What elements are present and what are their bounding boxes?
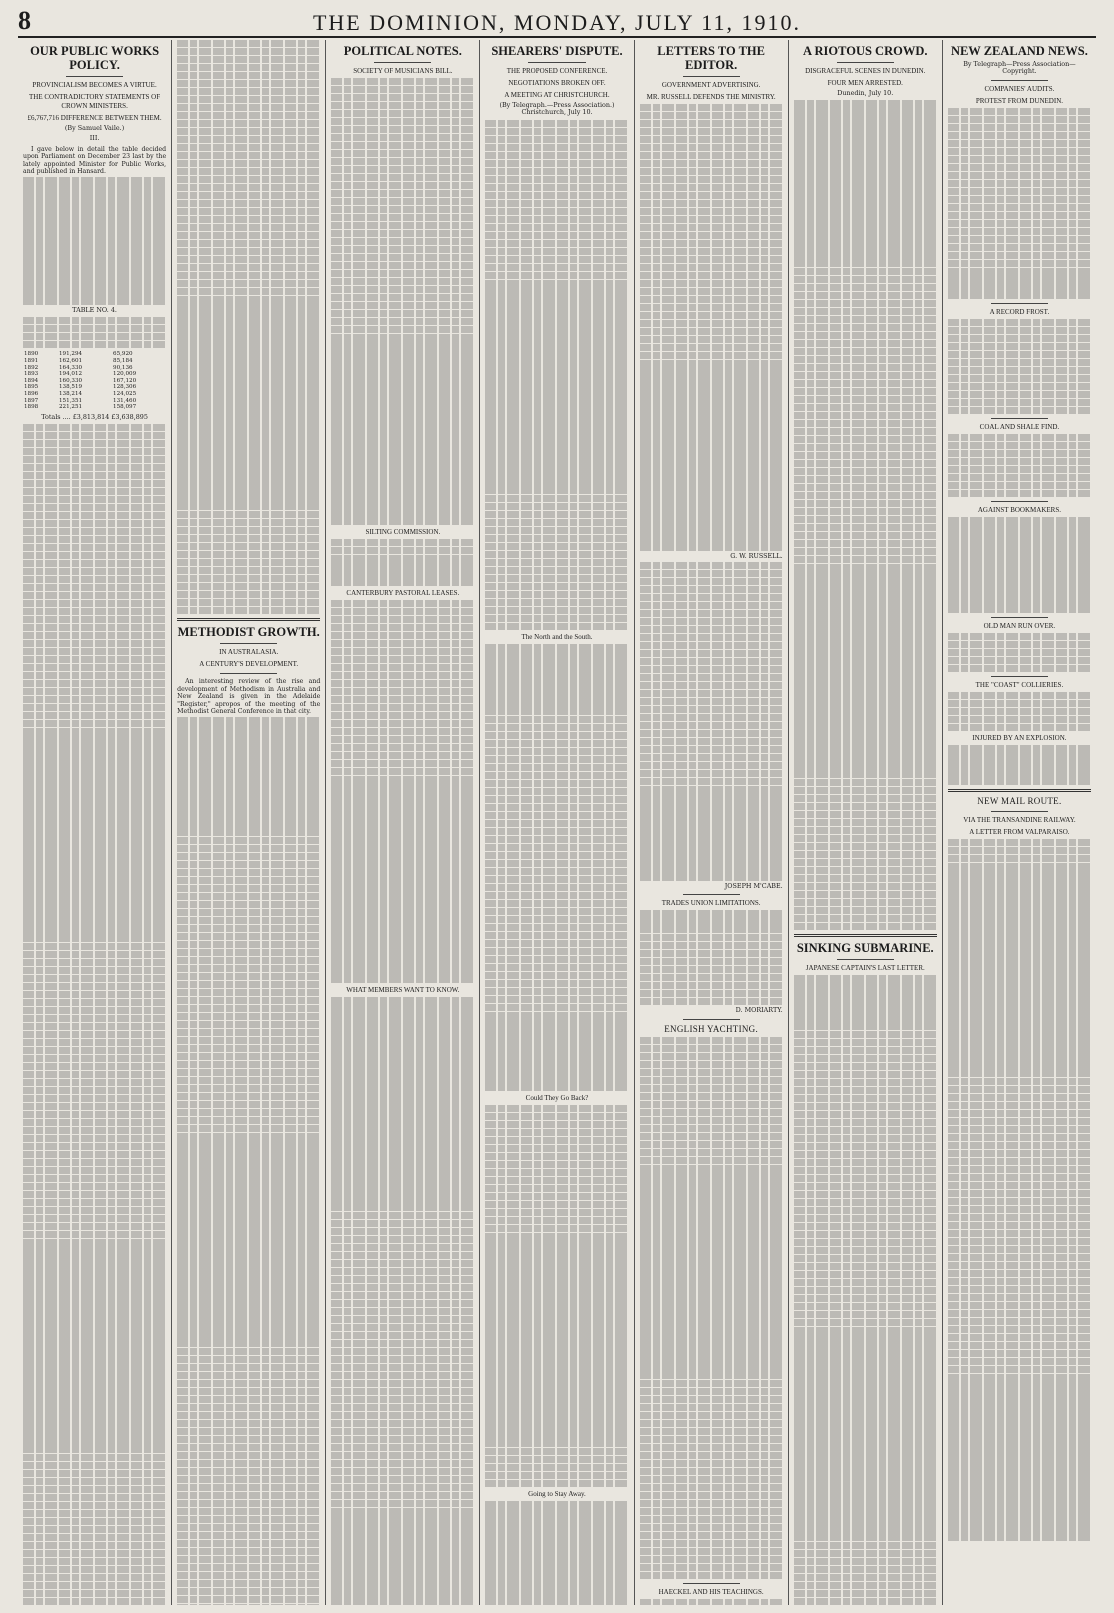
byline: (By Samuel Vaile.) (64, 124, 125, 132)
column-7 (943, 40, 1096, 1605)
headline-methodist: METHODIST GROWTH. (177, 625, 320, 640)
section-number: III. (89, 134, 100, 143)
section-members-want-to-know: WHAT MEMBERS WANT TO KNOW. (346, 985, 460, 994)
signature-moriarty: D. MORIARTY. (735, 1006, 783, 1015)
section-pastoral-leases: CANTERBURY PASTORAL LEASES. (346, 588, 460, 597)
section-silting-commission: SILTING COMMISSION. (365, 527, 441, 536)
section-haeckel: HAECKEL AND HIS TEACHINGS. (658, 1588, 764, 1597)
table-row: 1896 138,214 124,025 (24, 390, 137, 397)
headline-public-works: OUR PUBLIC WORKS POLICY. (30, 44, 160, 72)
column-6 (789, 40, 943, 1605)
headline-sinking-submarine: SINKING SUBMARINE. (796, 941, 934, 956)
deck-negotiations: NEGOTIATIONS BROKEN OFF. (508, 79, 606, 87)
section-companies-audits: COMPANIES' AUDITS. (984, 84, 1055, 93)
deck-russell-defends: MR. RUSSELL DEFENDS THE MINISTRY. (646, 93, 776, 101)
section-musicians-bill: SOCIETY OF MUSICIANS BILL. (353, 67, 453, 75)
section-coast-collieries: THE "COAST" COLLIERIES. (975, 680, 1064, 689)
column-1 (18, 40, 172, 1605)
dateline: Dunedin, July 10. (837, 89, 894, 97)
headline-shearers-dispute: SHEARERS' DISPUTE. (491, 44, 623, 58)
column-5 (635, 40, 789, 1605)
section-trades-union: TRADES UNION LIMITATIONS. (661, 899, 761, 908)
deck-valparaiso: A LETTER FROM VALPARAISO. (969, 827, 1070, 836)
table-row: 1894 160,330 167,120 (24, 377, 137, 384)
section-against-bookmakers: AGAINST BOOKMAKERS. (977, 506, 1061, 515)
section-could-they-go-back: Could They Go Back? (525, 1093, 589, 1102)
column-2 (172, 40, 326, 1605)
section-old-man-run-over: OLD MAN RUN OVER. (983, 621, 1056, 630)
table-row: 1891 162,601 85,184 (24, 357, 133, 364)
headline-letters: LETTERS TO THE EDITOR. (657, 44, 765, 72)
table-totals: Totals .... £3,813,814 £3,638,895 (41, 412, 148, 421)
section-injured-explosion: INJURED BY AN EXPLOSION. (972, 734, 1067, 743)
byline: By Telegraph—Press Association—Copyright. (963, 60, 1076, 76)
article-lead: I gave below in detail the table decided upon Parliament on December 23 last by the lately appointed Minister for Public Works, and published in Hansard. (23, 145, 167, 176)
subheadline-australasia: IN AUSTRALASIA. (219, 648, 279, 657)
deck-disgraceful-scenes: DISGRACEFUL SCENES IN DUNEDIN. (805, 67, 926, 75)
expenditure-table (23, 351, 166, 410)
section-north-and-south: The North and the South. (521, 633, 593, 642)
table-row: 1890 191,294 65,920 (24, 351, 133, 358)
deck-protest-dunedin: PROTEST FROM DUNEDIN. (975, 96, 1063, 105)
deck-contradictory: THE CONTRADICTORY STATEMENTS OF CROWN MINISTERS. (29, 93, 161, 110)
table-row: 1897 151,351 131,460 (24, 397, 137, 404)
table-row: 1895 138,519 128,306 (24, 384, 137, 391)
deck-difference: £6,767,716 DIFFERENCE BETWEEN THEM. (27, 114, 162, 122)
page-number: 8 (18, 6, 31, 35)
section-record-frost: A RECORD FROST. (989, 307, 1050, 316)
article-lead: An interesting review of the rise and development of Methodism in Australia and New Zealand is given in the Adelaide "Register," apropos of the meeting of the Methodist General Conference in that city. (177, 678, 321, 715)
deck-proposed-conference: THE PROPOSED CONFERENCE. (506, 67, 608, 75)
headline-riotous-crowd: A RIOTOUS CROWD. (803, 44, 928, 58)
deck-century: A CENTURY'S DEVELOPMENT. (199, 660, 299, 669)
deck-four-men: FOUR MEN ARRESTED. (827, 79, 903, 87)
table-row: 1892 164,330 90,136 (24, 364, 133, 371)
column-3 (326, 40, 480, 1605)
section-coal-shale: COAL AND SHALE FIND. (979, 423, 1060, 432)
dateline: (By Telegraph.—Press Association.) Christchurch, July 10. (499, 101, 615, 117)
headline-new-mail-route: NEW MAIL ROUTE. (977, 795, 1062, 806)
subheadline-provincialism: PROVINCIALISM BECOMES A VIRTUE. (32, 81, 157, 89)
section-government-advertising: GOVERNMENT ADVERTISING. (661, 81, 761, 89)
deck-transandine: VIA THE TRANSANDINE RAILWAY. (963, 815, 1076, 824)
headline-political-notes: POLITICAL NOTES. (343, 44, 462, 58)
headline-nz-news: NEW ZEALAND NEWS. (950, 44, 1088, 58)
signature-russell: G. W. RUSSELL. (730, 551, 783, 560)
masthead (18, 6, 1096, 38)
table-heading: TABLE NO. 4. (72, 305, 117, 314)
table-row: 1893 194,012 120,009 (24, 371, 137, 378)
table-row: 1898 221,251 158,097 (24, 404, 137, 411)
deck-captains-letter: JAPANESE CAPTAIN'S LAST LETTER. (805, 964, 925, 973)
page-columns (18, 40, 1096, 1605)
deck-meeting: A MEETING AT CHRISTCHURCH. (504, 91, 610, 99)
signature-mccabe: JOSEPH M'CABE. (724, 881, 783, 890)
column-4 (480, 40, 634, 1605)
newspaper-title: THE DOMINION, MONDAY, JULY 11, 1910. (312, 10, 801, 35)
section-going-to-stay-away: Going to Stay Away. (528, 1490, 586, 1499)
section-english-yachting: ENGLISH YACHTING. (664, 1023, 759, 1034)
